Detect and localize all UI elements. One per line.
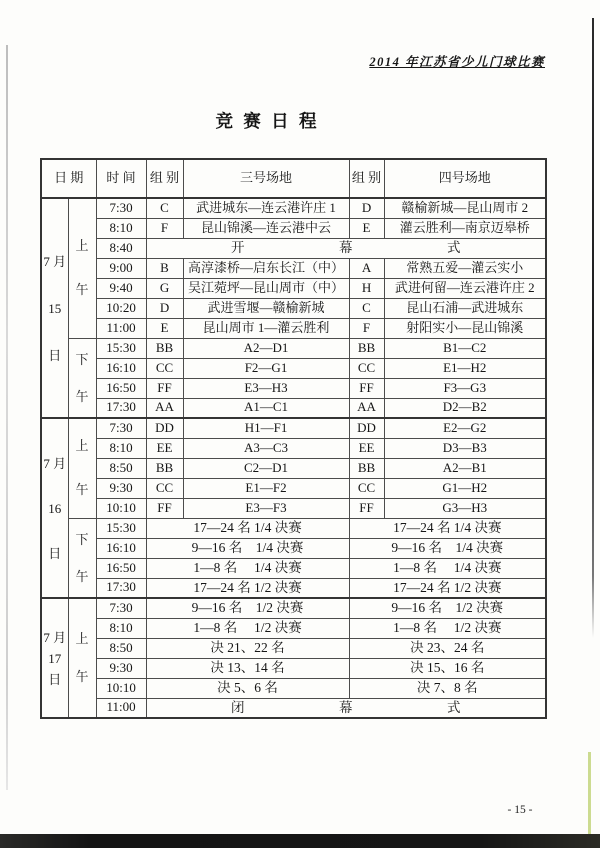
table-row (41, 578, 546, 598)
group-cell: BB (349, 458, 384, 478)
match-cell: E3—F3 (183, 498, 349, 518)
round-cell: 17—24 名 1/2 决赛 (146, 578, 349, 598)
table-row (41, 358, 546, 378)
scan-right-edge-green (588, 752, 591, 834)
ampm-cell-pm: 下 午 (68, 518, 96, 598)
opening-ceremony-cell: 开 幕 式 (146, 238, 546, 258)
match-cell: 武进城东—连云港许庄 1 (183, 198, 349, 218)
time-cell: 10:10 (96, 678, 146, 698)
match-cell: 昆山周市 1—灌云胜利 (183, 318, 349, 338)
match-cell: B1—C2 (384, 338, 546, 358)
time-cell: 9:00 (96, 258, 146, 278)
match-cell: A1—C1 (183, 398, 349, 418)
group-cell: AA (146, 398, 183, 418)
match-cell: 射阳实小—昆山锦溪 (384, 318, 546, 338)
match-cell: 灌云胜利—南京迈皋桥 (384, 218, 546, 238)
table-row (41, 218, 546, 238)
time-cell: 7:30 (96, 598, 146, 618)
time-cell: 8:10 (96, 618, 146, 638)
match-cell: A2—B1 (384, 458, 546, 478)
time-cell: 16:50 (96, 378, 146, 398)
date-cell-jul15: 7 月 15 日 (41, 198, 68, 418)
round-cell: 决 13、14 名 (146, 658, 349, 678)
match-cell: C2—D1 (183, 458, 349, 478)
table-row (41, 518, 546, 538)
table-row (41, 378, 546, 398)
group-cell: F (146, 218, 183, 238)
col-header-group4: 组 别 (349, 159, 384, 198)
group-cell: G (146, 278, 183, 298)
time-cell: 16:50 (96, 558, 146, 578)
group-cell: FF (349, 498, 384, 518)
time-cell: 10:20 (96, 298, 146, 318)
page-title: 竞 赛 日 程 (215, 111, 320, 131)
table-row (41, 598, 546, 618)
time-cell: 11:00 (96, 698, 146, 718)
table-row (41, 338, 546, 358)
group-cell: CC (146, 478, 183, 498)
competition-name: 2014 年江苏省少儿门球比赛 (369, 55, 545, 69)
group-cell: FF (146, 378, 183, 398)
round-cell: 9—16 名 1/4 决赛 (146, 538, 349, 558)
group-cell: EE (146, 438, 183, 458)
match-cell: D2—B2 (384, 398, 546, 418)
table-row (41, 318, 546, 338)
time-cell: 8:40 (96, 238, 146, 258)
col-header-field3: 三号场地 (183, 159, 349, 198)
scan-left-edge (6, 45, 8, 790)
match-cell: E1—F2 (183, 478, 349, 498)
table-row (41, 418, 546, 438)
round-cell: 1—8 名 1/4 决赛 (146, 558, 349, 578)
time-cell: 17:30 (96, 398, 146, 418)
round-cell: 1—8 名 1/2 决赛 (349, 618, 546, 638)
match-cell: 武进雪堰—赣榆新城 (183, 298, 349, 318)
match-cell: E3—H3 (183, 378, 349, 398)
group-cell: B (146, 258, 183, 278)
round-cell: 决 21、22 名 (146, 638, 349, 658)
col-header-time: 时 间 (96, 159, 146, 198)
time-cell: 16:10 (96, 538, 146, 558)
ampm-cell-am: 上 午 (68, 198, 96, 338)
round-cell: 决 7、8 名 (349, 678, 546, 698)
group-cell: DD (146, 418, 183, 438)
time-cell: 8:50 (96, 638, 146, 658)
round-cell: 17—24 名 1/4 决赛 (146, 518, 349, 538)
group-cell: FF (146, 498, 183, 518)
group-cell: C (349, 298, 384, 318)
group-cell: D (349, 198, 384, 218)
col-header-date: 日 期 (41, 159, 96, 198)
scan-right-edge (592, 18, 594, 638)
table-row (41, 618, 546, 638)
group-cell: BB (146, 458, 183, 478)
round-cell: 决 23、24 名 (349, 638, 546, 658)
table-row (41, 298, 546, 318)
table-row (41, 398, 546, 418)
closing-ceremony-cell: 闭 幕 式 (146, 698, 546, 718)
ampm-cell-am: 上 午 (68, 418, 96, 518)
table-row (41, 478, 546, 498)
group-cell: F (349, 318, 384, 338)
group-cell: C (146, 198, 183, 218)
table-row (41, 238, 546, 258)
table-row (41, 698, 546, 718)
table-row (41, 278, 546, 298)
round-cell: 17—24 名 1/4 决赛 (349, 518, 546, 538)
group-cell: BB (146, 338, 183, 358)
match-cell: 武进何留—连云港许庄 2 (384, 278, 546, 298)
match-cell: A2—D1 (183, 338, 349, 358)
time-cell: 8:50 (96, 458, 146, 478)
table-row (41, 458, 546, 478)
round-cell: 决 15、16 名 (349, 658, 546, 678)
group-cell: BB (349, 338, 384, 358)
table-row (41, 198, 546, 218)
match-cell: F3—G3 (384, 378, 546, 398)
table-row (41, 678, 546, 698)
table-row (41, 538, 546, 558)
table-row (41, 498, 546, 518)
group-cell: CC (146, 358, 183, 378)
round-cell: 9—16 名 1/2 决赛 (146, 598, 349, 618)
match-cell: D3—B3 (384, 438, 546, 458)
schedule-table (40, 158, 547, 719)
group-cell: AA (349, 398, 384, 418)
group-cell: D (146, 298, 183, 318)
scan-bottom-edge (0, 834, 600, 848)
table-row (41, 558, 546, 578)
time-cell: 11:00 (96, 318, 146, 338)
round-cell: 1—8 名 1/4 决赛 (349, 558, 546, 578)
group-cell: H (349, 278, 384, 298)
group-cell: CC (349, 478, 384, 498)
ampm-cell-pm: 下 午 (68, 338, 96, 418)
time-cell: 7:30 (96, 198, 146, 218)
round-cell: 决 5、6 名 (146, 678, 349, 698)
round-cell: 9—16 名 1/2 决赛 (349, 598, 546, 618)
match-cell: 赣榆新城—昆山周市 2 (384, 198, 546, 218)
round-cell: 1—8 名 1/2 决赛 (146, 618, 349, 638)
time-cell: 9:30 (96, 478, 146, 498)
group-cell: DD (349, 418, 384, 438)
match-cell: A3—C3 (183, 438, 349, 458)
running-header (0, 52, 545, 70)
group-cell: FF (349, 378, 384, 398)
group-cell: A (349, 258, 384, 278)
match-cell: 高淳漆桥—启东长江（中） (183, 258, 349, 278)
date-cell-jul17: 7 月 17 日 (41, 598, 68, 718)
round-cell: 9—16 名 1/4 决赛 (349, 538, 546, 558)
table-row (41, 438, 546, 458)
time-cell: 10:10 (96, 498, 146, 518)
match-cell: E2—G2 (384, 418, 546, 438)
match-cell: H1—F1 (183, 418, 349, 438)
time-cell: 7:30 (96, 418, 146, 438)
match-cell: 常熟五爱—灌云实小 (384, 258, 546, 278)
time-cell: 8:10 (96, 438, 146, 458)
match-cell: G3—H3 (384, 498, 546, 518)
page-number: - 15 - (507, 804, 533, 816)
round-cell: 17—24 名 1/2 决赛 (349, 578, 546, 598)
match-cell: E1—H2 (384, 358, 546, 378)
time-cell: 9:30 (96, 658, 146, 678)
group-cell: E (349, 218, 384, 238)
match-cell: F2—G1 (183, 358, 349, 378)
table-row (41, 638, 546, 658)
group-cell: E (146, 318, 183, 338)
match-cell: 昆山石浦—武进城东 (384, 298, 546, 318)
match-cell: 昆山锦溪—连云港中云 (183, 218, 349, 238)
date-cell-jul16: 7 月 16 日 (41, 418, 68, 598)
time-cell: 15:30 (96, 338, 146, 358)
ampm-cell-am: 上 午 (68, 598, 96, 718)
group-cell: EE (349, 438, 384, 458)
time-cell: 17:30 (96, 578, 146, 598)
table-row (41, 658, 546, 678)
col-header-field4: 四号场地 (384, 159, 546, 198)
group-cell: CC (349, 358, 384, 378)
header-row (41, 159, 546, 198)
time-cell: 8:10 (96, 218, 146, 238)
time-cell: 9:40 (96, 278, 146, 298)
col-header-group3: 组 别 (146, 159, 183, 198)
match-cell: G1—H2 (384, 478, 546, 498)
table-row (41, 258, 546, 278)
match-cell: 吴江菀坪—昆山周市（中） (183, 278, 349, 298)
time-cell: 16:10 (96, 358, 146, 378)
time-cell: 15:30 (96, 518, 146, 538)
